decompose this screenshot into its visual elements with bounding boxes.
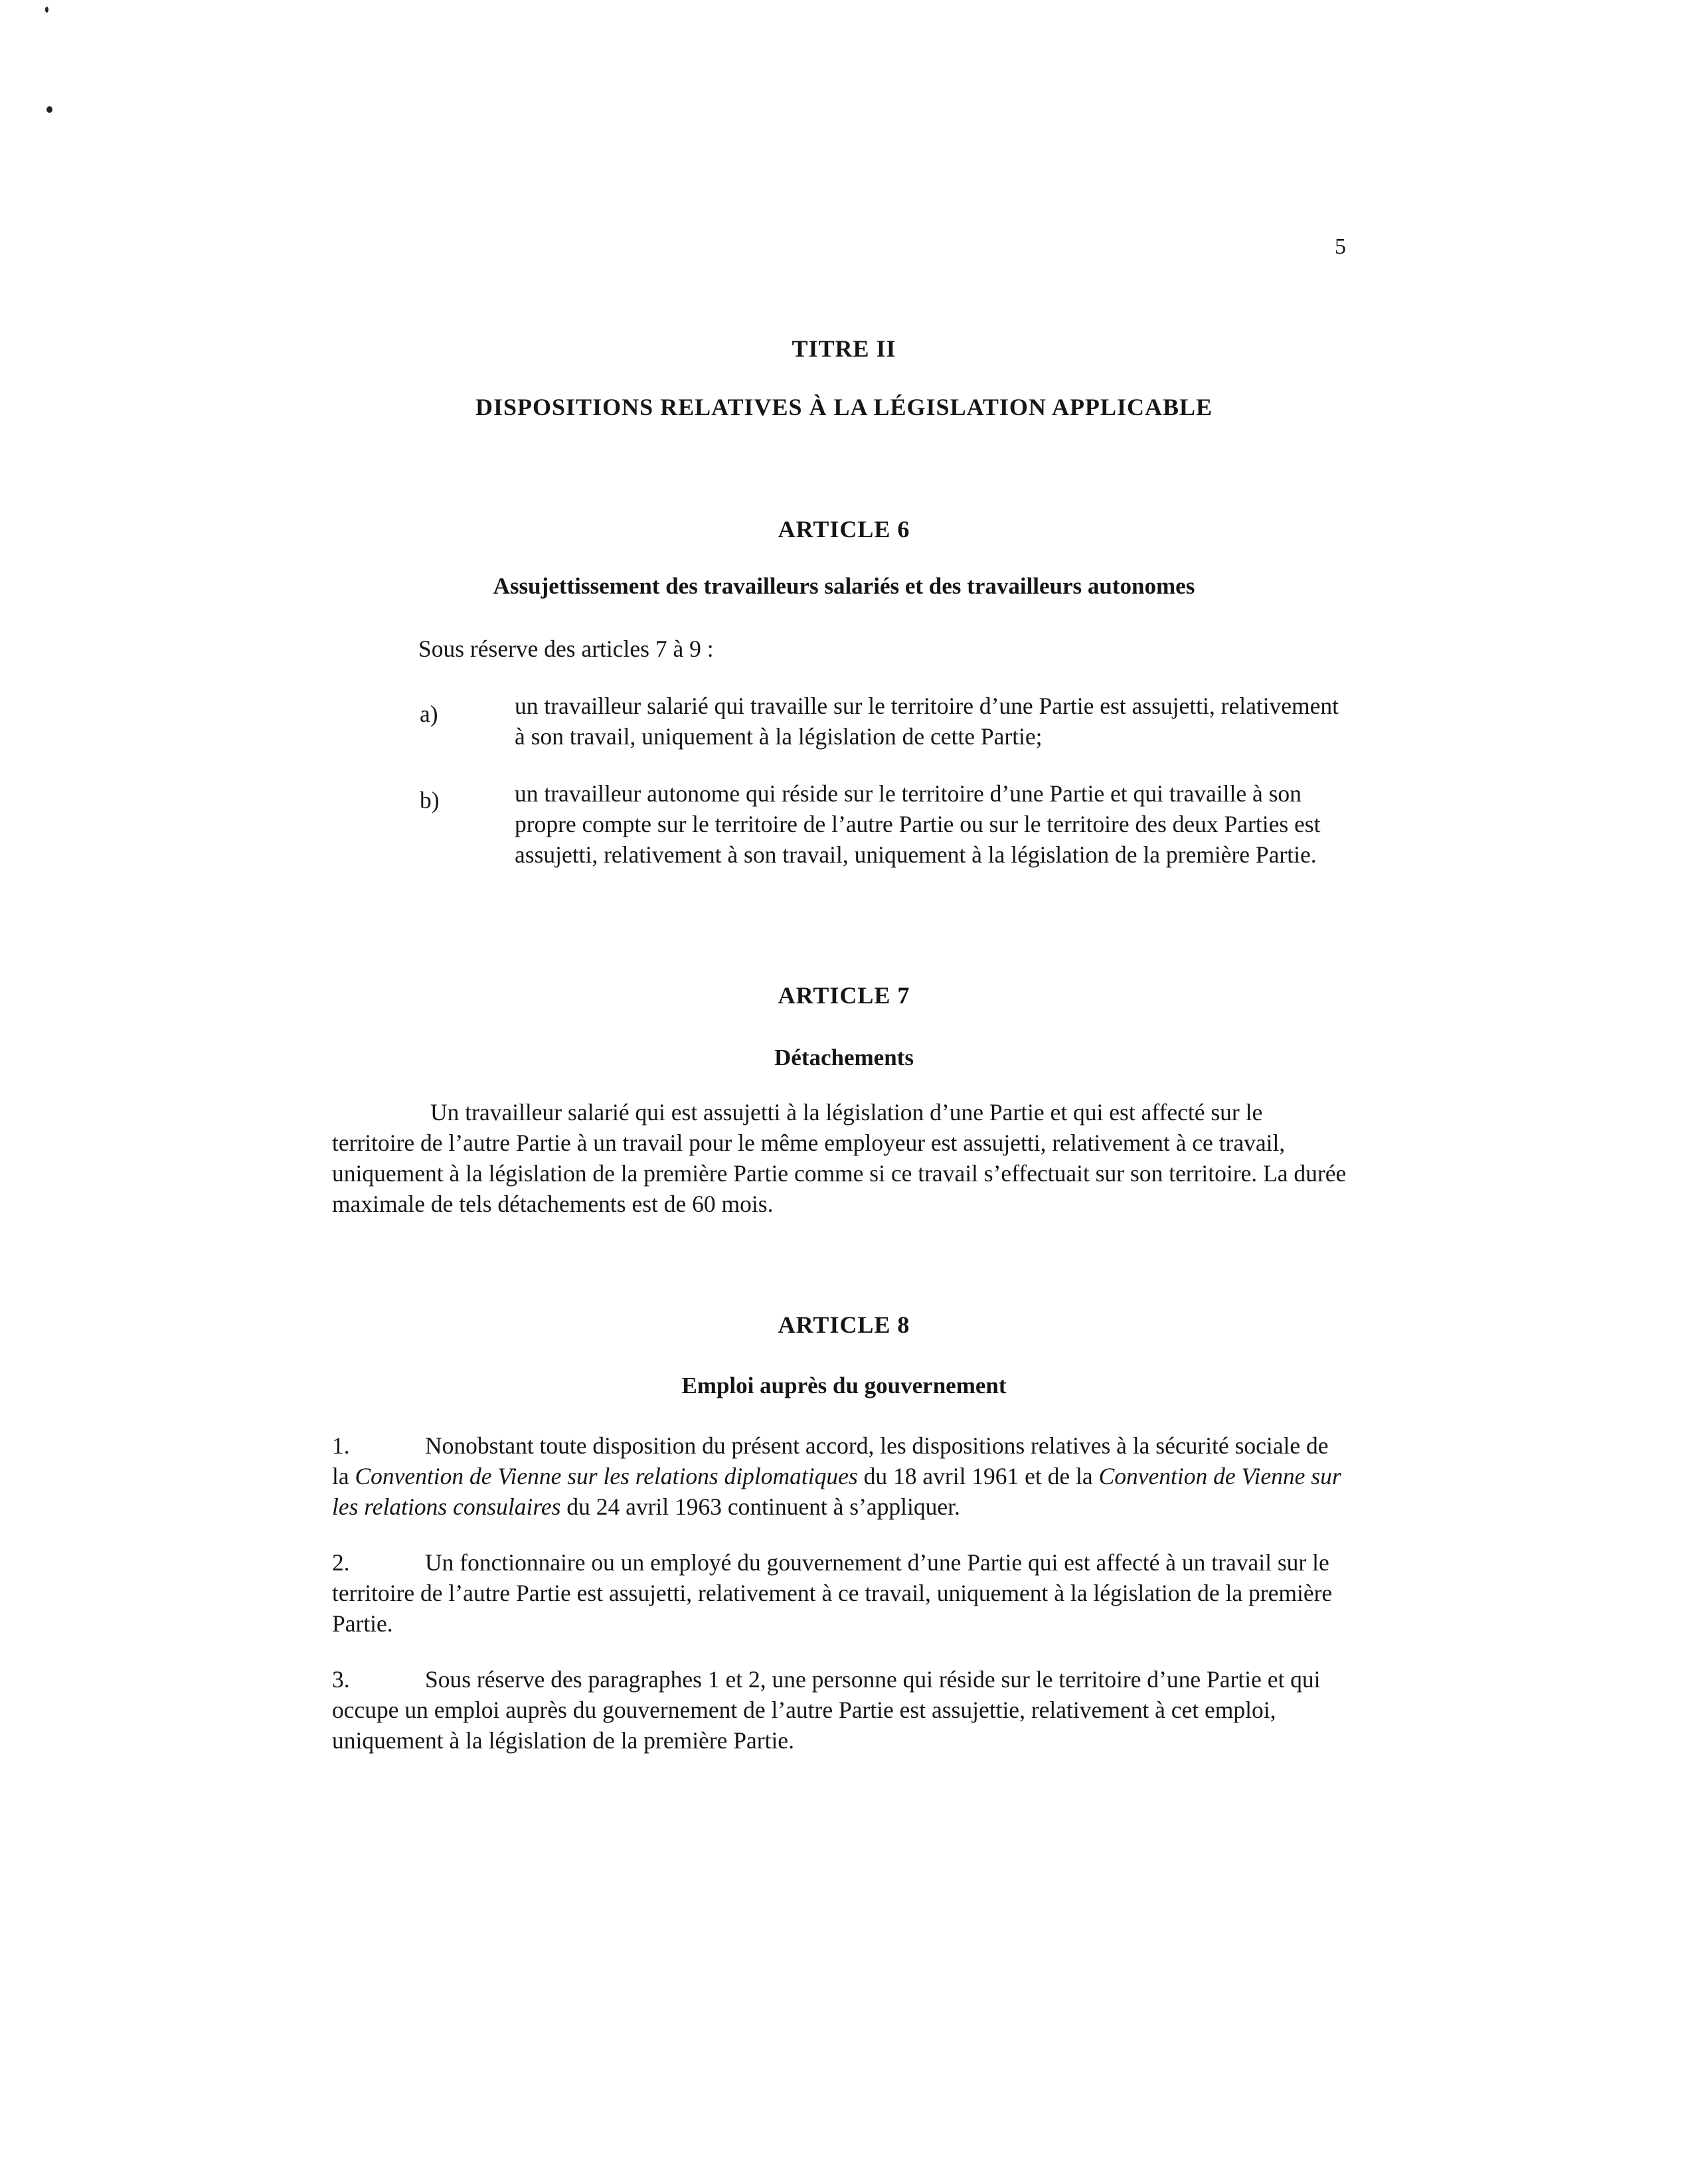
paragraph-text: Sous réserve des paragraphes 1 et 2, une personne qui réside sur le territoire d’une Partie et qui occupe un emploi auprès du gouvernement de l’autre Partie est assujettie, relativement à cet emploi, uniquement à la législation de la première Partie. bbox=[332, 1666, 1321, 1754]
article-6-intro: Sous réserve des articles 7 à 9 : bbox=[418, 635, 714, 662]
page-number: 5 bbox=[1335, 234, 1346, 259]
article-8-paragraph-3 bbox=[332, 1664, 1348, 1756]
scan-speck bbox=[45, 7, 48, 13]
document-subtitle: DISPOSITIONS RELATIVES À LA LÉGISLATION APPLICABLE bbox=[475, 394, 1213, 420]
article-8-heading: ARTICLE 8 bbox=[778, 1311, 910, 1338]
article-7-body: Un travailleur salarié qui est assujetti à la législation d’une Partie et qui est affecté sur le territoire de l’autre Partie à un travail pour le même employeur est assujetti, relativement à ce travail, uniquement à la législation de la première Partie comme si ce travail s’effectuait sur son territoire. La durée maximale de tels détachements est de 60 mois. bbox=[332, 1099, 1347, 1217]
article-6-heading: ARTICLE 6 bbox=[778, 516, 910, 543]
paragraph-text: du 18 avril 1961 et de la bbox=[857, 1463, 1099, 1489]
article-7-heading: ARTICLE 7 bbox=[778, 982, 910, 1009]
paragraph-text: du 24 avril 1963 continuent à s’appliquer. bbox=[560, 1493, 960, 1520]
article-8-paragraph-1 bbox=[332, 1430, 1348, 1522]
paragraph-text: Un fonctionnaire ou un employé du gouvernement d’une Partie qui est affecté à un travail sur le territoire de l’autre Partie est assujetti, relativement à ce travail, uniquement à la législation de la première Partie. bbox=[332, 1549, 1333, 1637]
article-6-subheading: Assujettissement des travailleurs salariés et des travailleurs autonomes bbox=[493, 573, 1195, 599]
convention-title: Convention de Vienne sur les relations consulaires bbox=[332, 1463, 1341, 1520]
paragraph-text: Nonobstant toute disposition du présent accord, les dispositions relatives à la sécurité sociale de la bbox=[332, 1432, 1329, 1489]
paragraph-number: 2. bbox=[332, 1549, 350, 1576]
article-8-subheading: Emploi auprès du gouvernement bbox=[681, 1373, 1007, 1398]
paragraph-number: 3. bbox=[332, 1666, 350, 1693]
article-7-subheading: Détachements bbox=[774, 1045, 914, 1070]
article-8-paragraph-2 bbox=[332, 1547, 1348, 1639]
document-title: TITRE II bbox=[792, 335, 896, 362]
article-6-item-b-label: b) bbox=[420, 787, 440, 813]
paragraph-number: 1. bbox=[332, 1432, 350, 1459]
scan-speck bbox=[46, 106, 52, 113]
article-6-item-a-label: a) bbox=[420, 701, 438, 727]
article-6-item-b-text: un travailleur autonome qui réside sur le territoire d’une Partie et qui travaille à son propre compte sur le territoire de l’autre Partie ou sur le territoire des deux Parties est assujetti, relativement à son travail, uniquement à la législation de la première Partie. bbox=[515, 780, 1321, 868]
convention-title: Convention de Vienne sur les relations diplomatiques bbox=[355, 1463, 858, 1489]
article-6-item-a-text: un travailleur salarié qui travaille sur le territoire d’une Partie est assujetti, relativement à son travail, uniquement à la législation de cette Partie; bbox=[515, 693, 1339, 750]
